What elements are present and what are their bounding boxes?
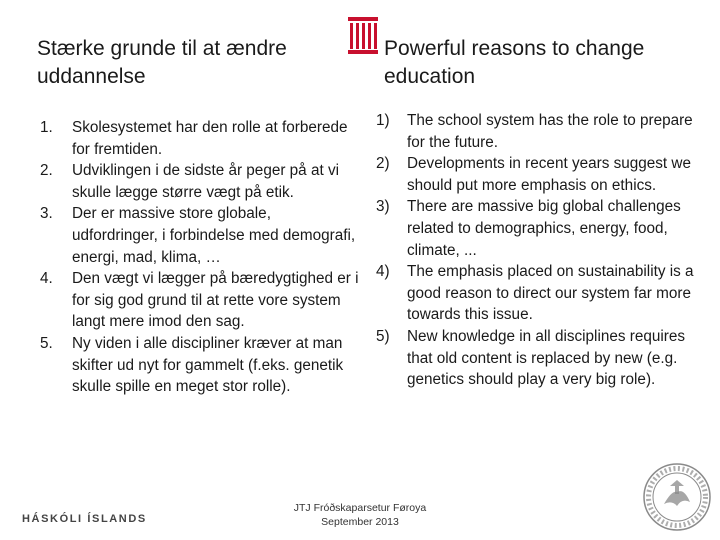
list-text: The emphasis placed on sustainability is a good reason to direct our system far more towards this issue. bbox=[407, 263, 694, 324]
title-english: Powerful reasons to change education bbox=[384, 37, 645, 88]
title-danish: Stærke grunde til at ændre uddannelse bbox=[37, 37, 287, 88]
list-text: Developments in recent years suggest we should put more emphasis on ethics. bbox=[407, 155, 691, 194]
footer-credit bbox=[270, 501, 450, 529]
list-number: 4) bbox=[376, 263, 390, 281]
list-number: 1) bbox=[376, 112, 390, 129]
footer-author: JTJ Fróðskaparsetur Føroya bbox=[293, 502, 427, 514]
list-number: 1. bbox=[40, 119, 53, 136]
list-text: There are massive big global challenges related to demographics, energy, food, climate, ... bbox=[407, 198, 681, 259]
list-number: 5. bbox=[40, 334, 53, 352]
list-number: 2. bbox=[40, 162, 53, 180]
list-item bbox=[40, 268, 360, 333]
list-number: 2) bbox=[376, 155, 390, 173]
list-text: Udviklingen i de sidste år peger på at vi skulle lægge større vægt på etik. bbox=[72, 162, 339, 201]
reasons-list-english bbox=[376, 110, 701, 391]
list-text: Skolesystemet har den rolle at forberede for fremtiden. bbox=[72, 119, 348, 158]
list-item bbox=[376, 110, 701, 153]
list-item bbox=[376, 153, 701, 196]
list-item bbox=[40, 203, 360, 268]
list-item bbox=[40, 160, 360, 203]
list-text: New knowledge in all disciplines requires that old content is replaced by new (e.g. genetics should play a very big role). bbox=[407, 327, 686, 389]
list-item bbox=[376, 196, 701, 261]
list-text: Der er massive store globale, udfordringer, i forbindelse med demografi, energi, mad, klima, … bbox=[72, 205, 356, 266]
list-number: 3) bbox=[376, 198, 390, 216]
list-item bbox=[376, 326, 701, 391]
footer-date: September 2013 bbox=[321, 516, 399, 528]
list-text: Ny viden i alle discipliner kræver at man skifter ud nyt for gammelt (f.eks. genetik skulle spille en meget stor rolle). bbox=[72, 334, 344, 396]
list-text: Den vægt vi lægger på bæredygtighed er i for sig god grund til at rette vore system langt mere imod den sag. bbox=[72, 270, 359, 331]
university-seal-icon bbox=[642, 462, 712, 532]
list-item bbox=[376, 261, 701, 326]
list-item bbox=[40, 333, 360, 398]
list-number: 4. bbox=[40, 270, 53, 288]
university-name: HÁSKÓLI ÍSLANDS bbox=[22, 513, 147, 525]
list-number: 3. bbox=[40, 205, 53, 223]
reasons-list-danish bbox=[40, 117, 360, 398]
list-text: The school system has the role to prepare for the future. bbox=[407, 112, 693, 151]
list-number: 5) bbox=[376, 327, 390, 345]
university-logo-icon bbox=[348, 17, 378, 55]
list-item bbox=[40, 117, 360, 160]
